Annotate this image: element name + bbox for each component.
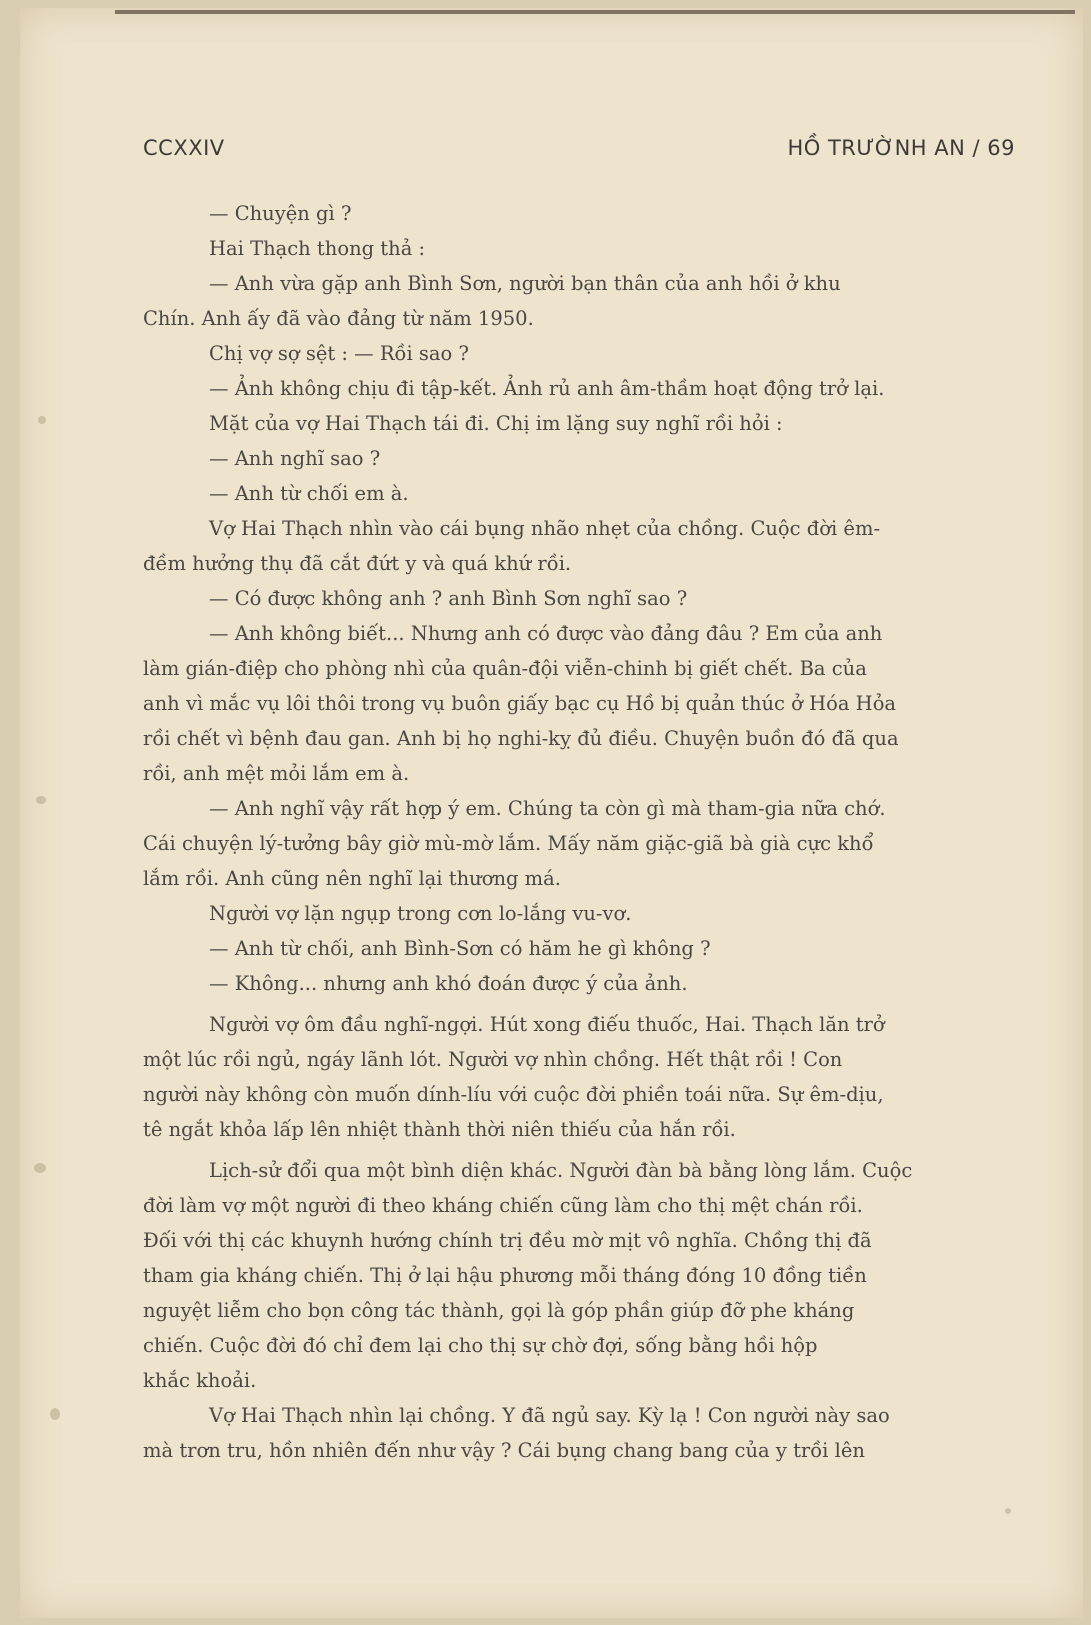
text-line: Vợ Hai Thạch nhìn lại chồng. Y đã ngủ say. Kỳ lạ ! Con người này sao [209,1404,890,1427]
text-line: — Không... nhưng anh khó đoán được ý của ảnh. [209,972,688,995]
text-line: lắm rồi. Anh cũng nên nghĩ lại thương má. [143,867,561,890]
text-line: rồi chết vì bệnh đau gan. Anh bị họ nghi-kỵ đủ điều. Chuyện buồn đó đã qua [143,727,899,750]
text-line: Người vợ lặn ngụp trong cơn lo-lắng vu-vơ. [209,902,632,925]
text-line: Chín. Anh ấy đã vào đảng từ năm 1950. [143,307,534,330]
text-line: nguyệt liễm cho bọn công tác thành, gọi là góp phần giúp đỡ phe kháng [143,1299,855,1322]
text-line: Chị vợ sợ sệt : — Rồi sao ? [209,342,469,365]
text-line: — Chuyện gì ? [209,202,352,225]
text-line: — Anh từ chối, anh Bình-Sơn có hăm he gì không ? [209,937,711,960]
text-line: — Anh không biết... Nhưng anh có được vào đảng đâu ? Em của anh [209,622,883,645]
text-line: người này không còn muốn dính-líu với cuộc đời phiền toái nữa. Sự êm-dịu, [143,1083,884,1106]
text-line: rồi, anh mệt mỏi lắm em à. [143,762,410,785]
text-line: — Anh vừa gặp anh Bình Sơn, người bạn thân của anh hồi ở khu [209,272,841,295]
text-line: Hai Thạch thong thả : [209,237,426,260]
text-line: — Anh nghĩ vậy rất hợp ý em. Chúng ta còn gì mà tham-gia nữa chớ. [209,797,886,820]
text-line: chiến. Cuộc đời đó chỉ đem lại cho thị sự chờ đợi, sống bằng hồi hộp [143,1334,818,1357]
foxing-spot [1005,1508,1011,1514]
text-line: khắc khoải. [143,1369,257,1392]
foxing-spot [34,1163,46,1173]
text-line: — Anh nghĩ sao ? [209,447,381,470]
body-text [143,196,1015,1468]
text-line: làm gián-điệp cho phòng nhì của quân-đội viễn-chinh bị giết chết. Ba của [143,657,867,680]
text-line: Mặt của vợ Hai Thạch tái đi. Chị im lặng suy nghĩ rồi hỏi : [209,412,783,435]
text-line: một lúc rồi ngủ, ngáy lãnh lót. Người vợ nhìn chồng. Hết thật rồi ! Con [143,1048,843,1071]
text-line: Cái chuyện lý-tưởng bây giờ mù-mờ lắm. Mấy năm giặc-giã bà già cực khổ [143,832,874,855]
text-line: — Anh từ chối em à. [209,482,409,505]
foxing-spot [36,796,46,804]
text-line: Lịch-sử đổi qua một bình diện khác. Người đàn bà bằng lòng lắm. Cuộc [209,1159,913,1182]
text-line: — Ảnh không chịu đi tập-kết. Ảnh rủ anh âm-thầm hoạt động trở lại. [209,377,885,400]
text-line: đềm hưởng thụ đã cắt đứt y và quá khứ rồi. [143,552,572,575]
running-header [143,136,1015,160]
text-line: tê ngắt khỏa lấp lên nhiệt thành thời niên thiếu của hắn rồi. [143,1118,736,1141]
text-line: tham gia kháng chiến. Thị ở lại hậu phương mỗi tháng đóng 10 đồng tiền [143,1264,867,1287]
foxing-spot [50,1408,60,1420]
book-page [20,8,1083,1618]
text-line: Vợ Hai Thạch nhìn vào cái bụng nhão nhẹt của chồng. Cuộc đời êm- [209,517,881,540]
author-and-page-number: HỒ TRƯỜNH AN / 69 [787,136,1015,160]
text-line: đời làm vợ một người đi theo kháng chiến cũng làm cho thị mệt chán rồi. [143,1194,863,1217]
foxing-spot [38,416,46,424]
text-line: Người vợ ôm đầu nghĩ-ngợi. Hút xong điếu thuốc, Hai. Thạch lăn trở [209,1013,885,1036]
chapter-number: CCXXIV [143,136,225,160]
text-line: — Có được không anh ? anh Bình Sơn nghĩ sao ? [209,587,688,610]
page-top-edge [115,10,1075,14]
text-line: Đối với thị các khuynh hướng chính trị đều mờ mịt vô nghĩa. Chồng thị đã [143,1229,872,1252]
text-line: mà trơn tru, hồn nhiên đến như vậy ? Cái bụng chang bang của y trồi lên [143,1439,865,1462]
text-line: anh vì mắc vụ lôi thôi trong vụ buôn giấy bạc cụ Hồ bị quản thúc ở Hóa Hỏa [143,692,897,715]
